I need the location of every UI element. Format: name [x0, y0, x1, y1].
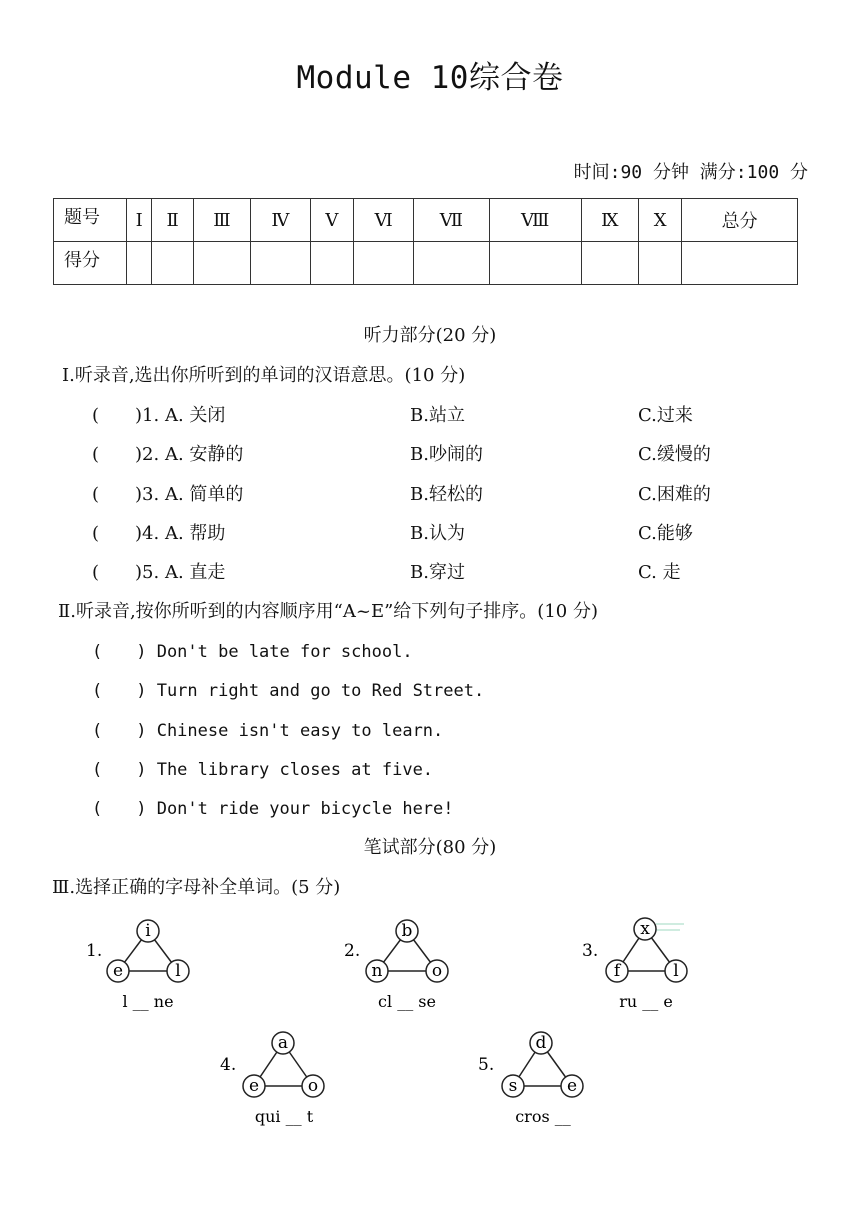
part1-item-1-b: B.站立 [410, 405, 465, 426]
item-number: 5. [478, 1055, 495, 1075]
listening-section-title: 听力部分(20 分) [363, 325, 497, 346]
left-letter: n [371, 961, 383, 981]
part1-item-5-b: B.穿过 [410, 562, 465, 583]
word-fragment: qui __ t [254, 1107, 314, 1126]
score-col-total: 总分 [682, 199, 798, 242]
letter-triangle-3 [582, 918, 687, 1011]
part1-item-4-a: ( )4. A. 帮助 [92, 523, 226, 544]
score-col-9: Ⅸ [581, 199, 638, 242]
score-table-header-row [54, 199, 798, 242]
word-fragment: cros __ [515, 1107, 571, 1126]
right-letter: l [673, 961, 679, 981]
score-cell[interactable] [251, 242, 310, 285]
part1-item-1-c: C.过来 [638, 405, 693, 426]
item-number: 3. [582, 941, 599, 961]
part1-item-5-a: ( )5. A. 直走 [92, 562, 226, 583]
word-fragment: l __ ne [122, 992, 174, 1011]
score-col-7: Ⅶ [414, 199, 490, 242]
score-table-score-row [54, 242, 798, 285]
part1-item-2-c: C.缓慢的 [638, 444, 711, 465]
score-cell[interactable] [581, 242, 638, 285]
score-col-1: Ⅰ [127, 199, 152, 242]
letter-triangle-2 [344, 920, 448, 1011]
part1-item-5-c: C. 走 [638, 562, 681, 583]
writing-section-title: 笔试部分(80 分) [363, 837, 497, 858]
score-col-8: Ⅷ [489, 199, 581, 242]
part2-item-3: ( ) Chinese isn't easy to learn. [92, 721, 444, 741]
score-cell[interactable] [152, 242, 193, 285]
score-cell[interactable] [310, 242, 354, 285]
score-cell[interactable] [682, 242, 798, 285]
part1-item-1-a: ( )1. A. 关闭 [92, 405, 226, 426]
score-cell[interactable] [638, 242, 681, 285]
part3-heading: Ⅲ.选择正确的字母补全单词。(5 分) [52, 877, 341, 898]
part2-item-5: ( ) Don't ride your bicycle here! [92, 799, 454, 819]
score-col-6: Ⅵ [354, 199, 414, 242]
left-letter: s [508, 1076, 518, 1096]
part1-item-3-a: ( )3. A. 简单的 [92, 484, 244, 505]
left-letter: e [248, 1076, 260, 1096]
part1-heading: Ⅰ.听录音,选出你所听到的单词的汉语意思。(10 分) [62, 365, 466, 386]
word-fragment: ru __ e [619, 992, 673, 1011]
item-number: 2. [344, 941, 361, 961]
score-col-4: Ⅳ [251, 199, 310, 242]
score-col-5: Ⅴ [310, 199, 354, 242]
score-cell[interactable] [489, 242, 581, 285]
part1-item-2-a: ( )2. A. 安静的 [92, 444, 244, 465]
score-cell[interactable] [193, 242, 250, 285]
top-letter: a [277, 1033, 289, 1053]
item-number: 1. [86, 941, 103, 961]
right-letter: e [566, 1076, 578, 1096]
left-letter: f [613, 961, 621, 981]
right-letter: o [431, 961, 443, 981]
score-cell[interactable] [414, 242, 490, 285]
part2-heading: Ⅱ.听录音,按你所听到的内容顺序用“A~E”给下列句子排序。(10 分) [58, 601, 598, 622]
part2-item-1: ( ) Don't be late for school. [92, 642, 413, 662]
page-title [0, 52, 860, 97]
top-letter: b [401, 921, 413, 941]
time-info: 时间:90 分钟 满分:100 分 [573, 162, 808, 183]
score-col-2: Ⅱ [152, 199, 193, 242]
title-module: Module 10 [296, 60, 469, 96]
part1-item-2-b: B.吵闹的 [410, 444, 483, 465]
part1-item-4-b: B.认为 [410, 523, 465, 544]
part2-item-2: ( ) Turn right and go to Red Street. [92, 681, 485, 701]
top-letter: x [640, 919, 650, 939]
letter-triangles [0, 900, 860, 1140]
part1-item-4-c: C.能够 [638, 523, 693, 544]
word-fragment: cl __ se [378, 992, 436, 1011]
part2-item-4: ( ) The library closes at five. [92, 760, 434, 780]
part1-item-3-b: B.轻松的 [410, 484, 483, 505]
right-letter: l [175, 961, 181, 981]
score-cell[interactable] [127, 242, 152, 285]
score-table [53, 198, 798, 285]
letter-triangle-1 [86, 920, 189, 1011]
top-letter: i [145, 921, 151, 941]
score-table-row1-label: 题号 [54, 199, 127, 242]
letter-triangle-5 [478, 1032, 583, 1126]
score-col-3: Ⅲ [193, 199, 250, 242]
score-table-row2-label: 得分 [54, 242, 127, 285]
title-suffix: 综合卷 [468, 60, 564, 96]
part1-item-3-c: C.困难的 [638, 484, 711, 505]
score-cell[interactable] [354, 242, 414, 285]
top-letter: d [535, 1033, 547, 1053]
right-letter: o [307, 1076, 319, 1096]
letter-triangle-4 [220, 1032, 324, 1126]
left-letter: e [112, 961, 124, 981]
score-col-10: Ⅹ [638, 199, 681, 242]
item-number: 4. [220, 1055, 237, 1075]
